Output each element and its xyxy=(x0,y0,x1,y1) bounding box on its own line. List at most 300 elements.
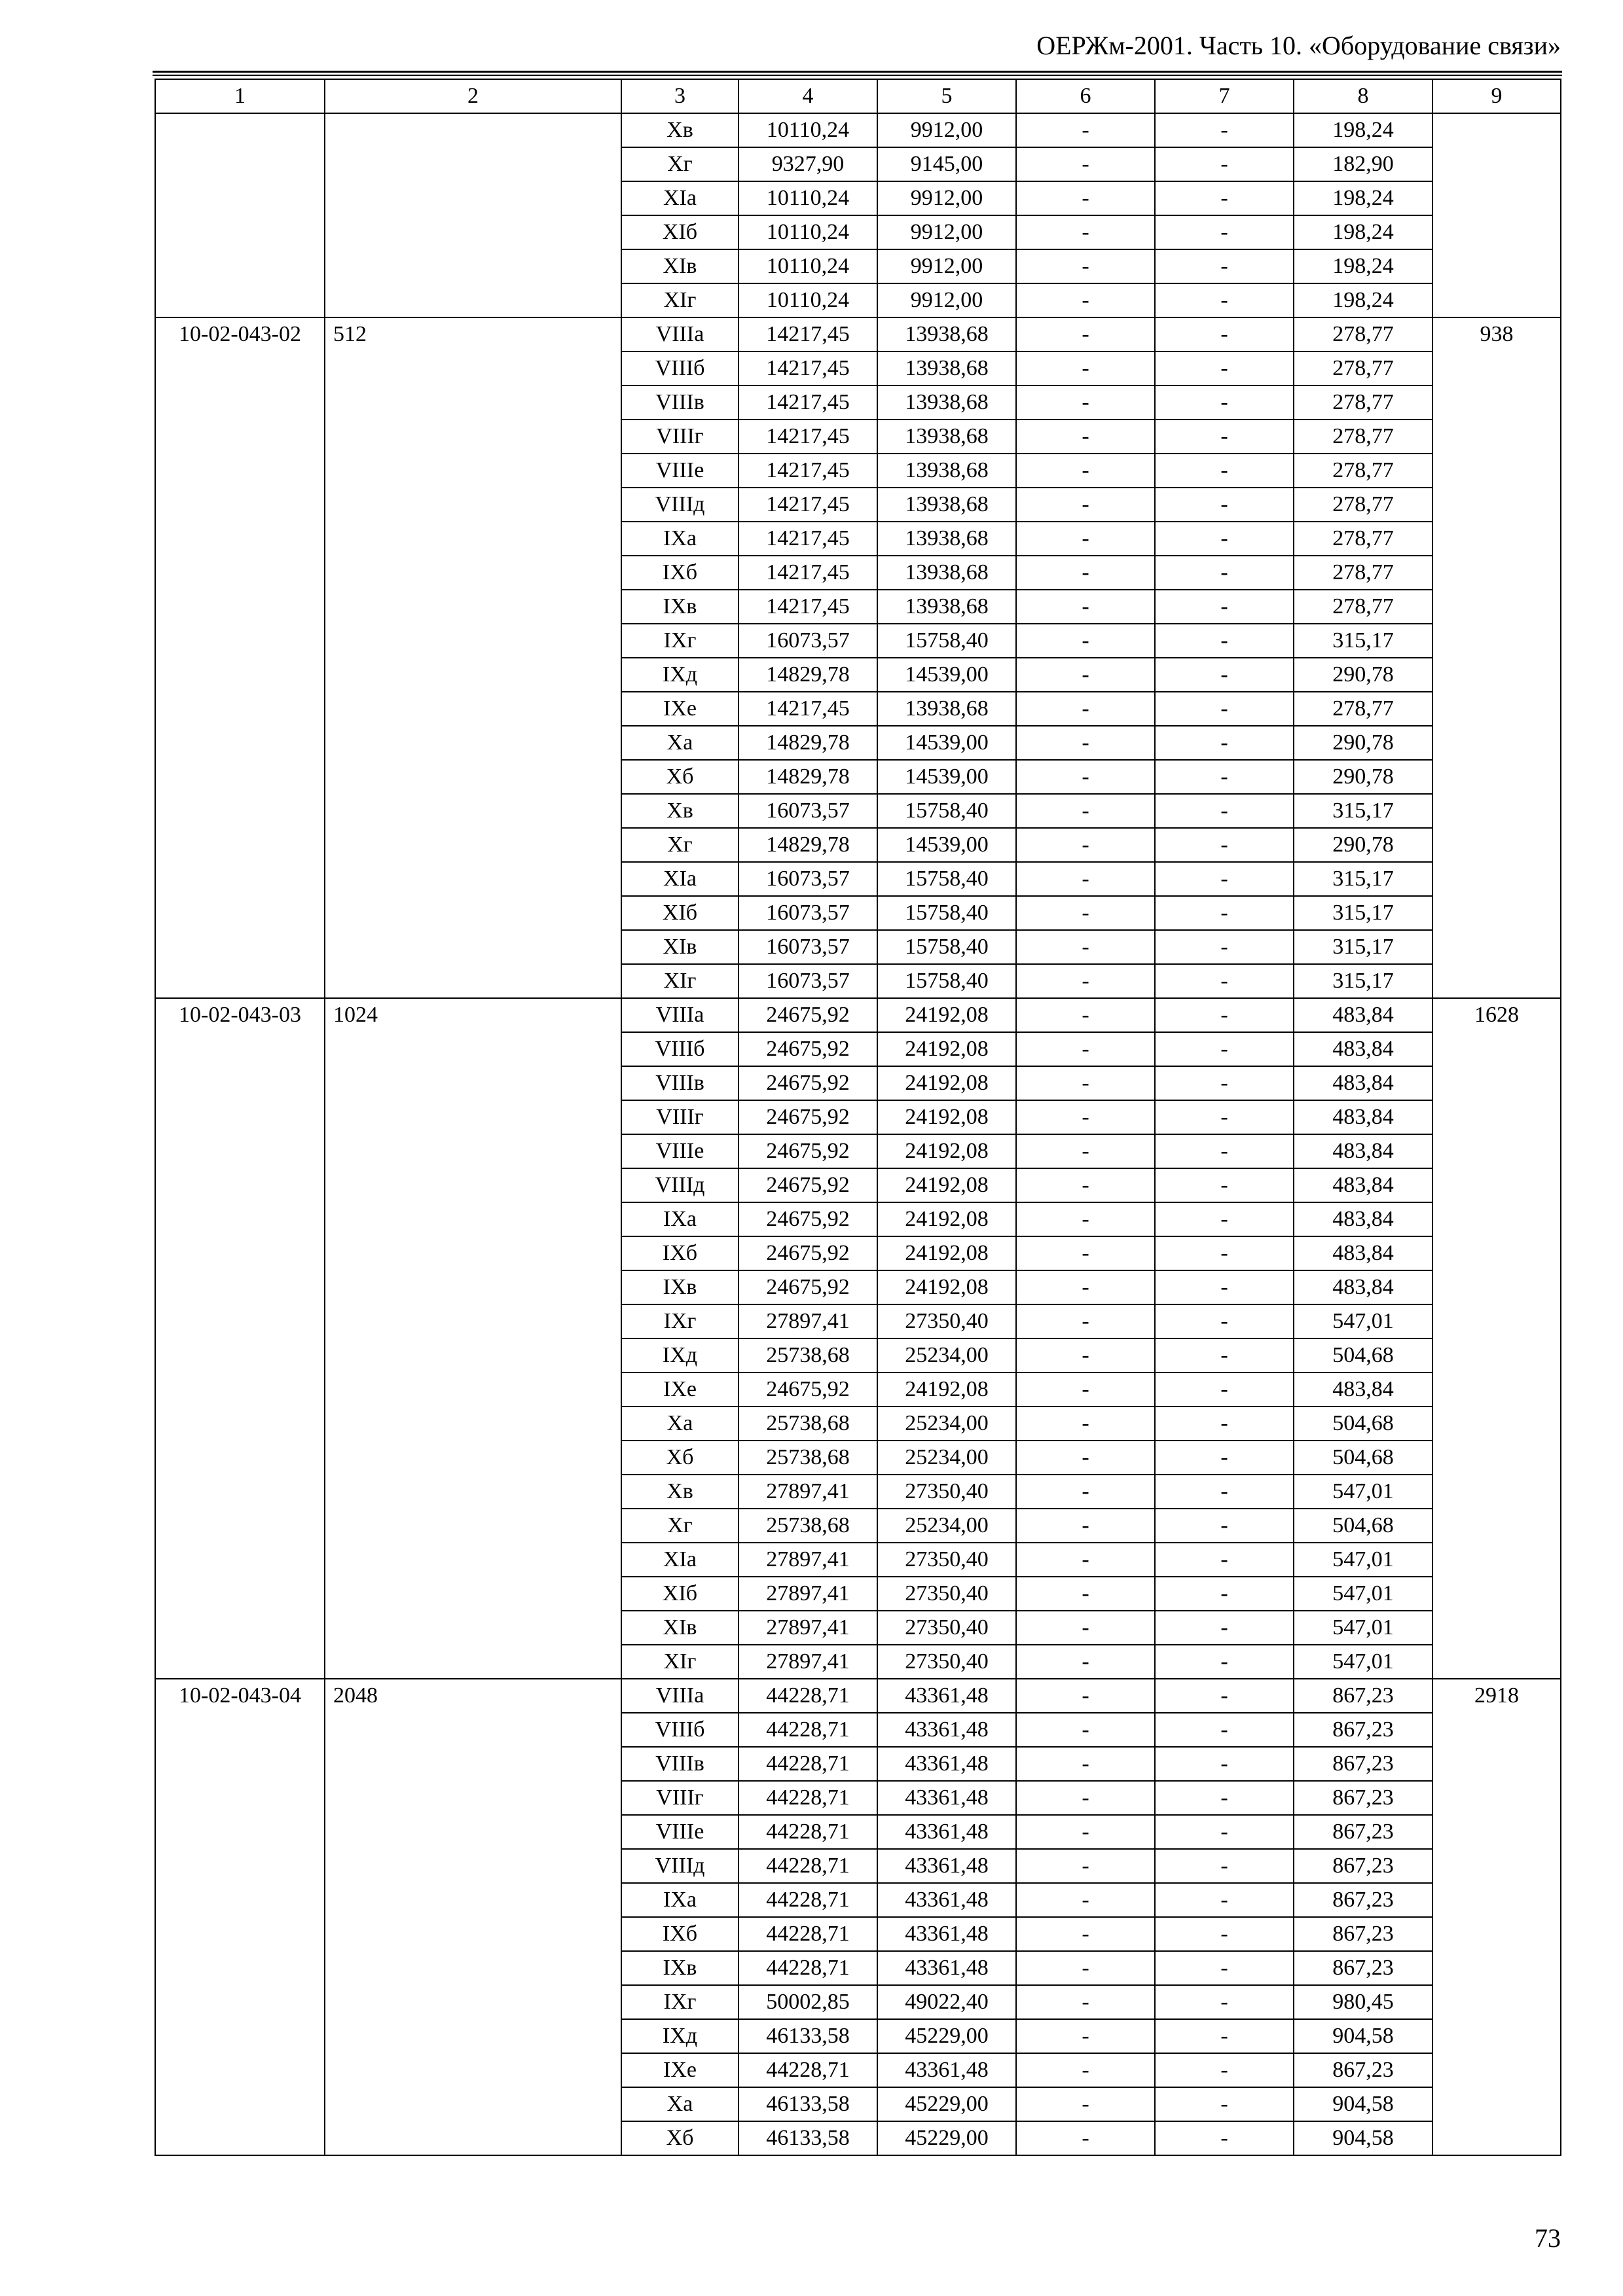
header-rule-thin xyxy=(153,75,1562,76)
materials-cell: 198,24 xyxy=(1294,215,1432,249)
class-cell: XIа xyxy=(621,181,739,215)
total-cost-cell: 50002,85 xyxy=(739,1985,877,2019)
machinist-wages-cell: - xyxy=(1155,896,1294,930)
column-header: 1 xyxy=(155,79,325,113)
total-cost-cell: 24675,92 xyxy=(739,1372,877,1407)
materials-cell: 278,77 xyxy=(1294,454,1432,488)
class-cell: VIIIд xyxy=(621,488,739,522)
wages-cell: 25234,00 xyxy=(877,1338,1016,1372)
machines-cell: - xyxy=(1016,2019,1155,2053)
machines-cell: - xyxy=(1016,488,1155,522)
machinist-wages-cell: - xyxy=(1155,2121,1294,2155)
machinist-wages-cell: - xyxy=(1155,1951,1294,1985)
materials-cell: 198,24 xyxy=(1294,249,1432,283)
machinist-wages-cell: - xyxy=(1155,590,1294,624)
total-cost-cell: 14829,78 xyxy=(739,726,877,760)
wages-cell: 13938,68 xyxy=(877,351,1016,386)
class-cell: VIIIв xyxy=(621,386,739,420)
machines-cell: - xyxy=(1016,828,1155,862)
materials-cell: 483,84 xyxy=(1294,1270,1432,1304)
machines-cell: - xyxy=(1016,215,1155,249)
total-cost-cell: 27897,41 xyxy=(739,1645,877,1679)
machines-cell: - xyxy=(1016,556,1155,590)
wages-cell: 15758,40 xyxy=(877,964,1016,998)
wages-cell: 24192,08 xyxy=(877,1236,1016,1270)
wages-cell: 13938,68 xyxy=(877,590,1016,624)
materials-cell: 315,17 xyxy=(1294,862,1432,896)
machines-cell: - xyxy=(1016,760,1155,794)
machines-cell: - xyxy=(1016,930,1155,964)
machinist-wages-cell: - xyxy=(1155,1066,1294,1100)
wages-cell: 15758,40 xyxy=(877,794,1016,828)
class-cell: IXе xyxy=(621,2053,739,2087)
total-cost-cell: 44228,71 xyxy=(739,1849,877,1883)
wages-cell: 27350,40 xyxy=(877,1577,1016,1611)
total-cost-cell: 24675,92 xyxy=(739,1066,877,1100)
materials-cell: 867,23 xyxy=(1294,1849,1432,1883)
machines-cell: - xyxy=(1016,1032,1155,1066)
total-cost-cell: 24675,92 xyxy=(739,1270,877,1304)
class-cell: XIб xyxy=(621,1577,739,1611)
wages-cell: 45229,00 xyxy=(877,2019,1016,2053)
total-cost-cell: 14217,45 xyxy=(739,556,877,590)
machinist-wages-cell: - xyxy=(1155,181,1294,215)
machinist-wages-cell: - xyxy=(1155,522,1294,556)
machinist-wages-cell: - xyxy=(1155,1611,1294,1645)
total-cost-cell: 10110,24 xyxy=(739,181,877,215)
machines-cell: - xyxy=(1016,1815,1155,1849)
wages-cell: 43361,48 xyxy=(877,2053,1016,2087)
class-cell: IXе xyxy=(621,692,739,726)
class-cell: IXб xyxy=(621,556,739,590)
materials-cell: 315,17 xyxy=(1294,930,1432,964)
machines-cell: - xyxy=(1016,896,1155,930)
total-cost-cell: 24675,92 xyxy=(739,1032,877,1066)
total-cost-cell: 44228,71 xyxy=(739,1713,877,1747)
machines-cell: - xyxy=(1016,113,1155,147)
total-cost-cell: 14829,78 xyxy=(739,658,877,692)
labor-cell: 2918 xyxy=(1432,1679,1561,2155)
materials-cell: 867,23 xyxy=(1294,1713,1432,1747)
table-row xyxy=(155,113,1561,147)
class-cell: XIг xyxy=(621,283,739,317)
class-cell: Xг xyxy=(621,1509,739,1543)
rate-code-cell xyxy=(155,113,325,317)
class-cell: Xа xyxy=(621,2087,739,2121)
machinist-wages-cell: - xyxy=(1155,760,1294,794)
machines-cell: - xyxy=(1016,2121,1155,2155)
wages-cell: 24192,08 xyxy=(877,1270,1016,1304)
wages-cell: 15758,40 xyxy=(877,624,1016,658)
class-cell: XIв xyxy=(621,930,739,964)
class-cell: VIIIе xyxy=(621,1815,739,1849)
wages-cell: 45229,00 xyxy=(877,2121,1016,2155)
machines-cell: - xyxy=(1016,283,1155,317)
machines-cell: - xyxy=(1016,862,1155,896)
machines-cell: - xyxy=(1016,1781,1155,1815)
table-row xyxy=(155,1679,1561,1713)
machines-cell: - xyxy=(1016,351,1155,386)
machines-cell: - xyxy=(1016,420,1155,454)
rate-code-cell: 10-02-043-03 xyxy=(155,998,325,1679)
table-body xyxy=(155,113,1561,2155)
machinist-wages-cell: - xyxy=(1155,2087,1294,2121)
wages-cell: 43361,48 xyxy=(877,1849,1016,1883)
total-cost-cell: 46133,58 xyxy=(739,2121,877,2155)
materials-cell: 278,77 xyxy=(1294,488,1432,522)
machines-cell: - xyxy=(1016,1407,1155,1441)
machines-cell: - xyxy=(1016,1611,1155,1645)
machines-cell: - xyxy=(1016,1679,1155,1713)
machinist-wages-cell: - xyxy=(1155,1407,1294,1441)
machinist-wages-cell: - xyxy=(1155,351,1294,386)
machinist-wages-cell: - xyxy=(1155,1338,1294,1372)
wages-cell: 43361,48 xyxy=(877,1951,1016,1985)
machinist-wages-cell: - xyxy=(1155,1781,1294,1815)
machinist-wages-cell: - xyxy=(1155,624,1294,658)
machines-cell: - xyxy=(1016,1304,1155,1338)
machines-cell: - xyxy=(1016,522,1155,556)
wages-cell: 24192,08 xyxy=(877,1202,1016,1236)
materials-cell: 483,84 xyxy=(1294,1134,1432,1168)
header-rule-thick xyxy=(153,71,1562,73)
machines-cell: - xyxy=(1016,1713,1155,1747)
total-cost-cell: 14217,45 xyxy=(739,488,877,522)
materials-cell: 904,58 xyxy=(1294,2121,1432,2155)
machines-cell: - xyxy=(1016,1270,1155,1304)
machines-cell: - xyxy=(1016,1475,1155,1509)
wages-cell: 13938,68 xyxy=(877,692,1016,726)
class-cell: XIв xyxy=(621,249,739,283)
machines-cell: - xyxy=(1016,386,1155,420)
class-cell: IXв xyxy=(621,590,739,624)
materials-cell: 315,17 xyxy=(1294,794,1432,828)
total-cost-cell: 16073,57 xyxy=(739,862,877,896)
machinist-wages-cell: - xyxy=(1155,1304,1294,1338)
materials-cell: 547,01 xyxy=(1294,1577,1432,1611)
wages-cell: 43361,48 xyxy=(877,1781,1016,1815)
class-cell: IXг xyxy=(621,1985,739,2019)
class-cell: XIа xyxy=(621,862,739,896)
machines-cell: - xyxy=(1016,147,1155,181)
materials-cell: 290,78 xyxy=(1294,828,1432,862)
machinist-wages-cell: - xyxy=(1155,1883,1294,1917)
machinist-wages-cell: - xyxy=(1155,862,1294,896)
machinist-wages-cell: - xyxy=(1155,1713,1294,1747)
total-cost-cell: 24675,92 xyxy=(739,1100,877,1134)
machines-cell: - xyxy=(1016,454,1155,488)
materials-cell: 483,84 xyxy=(1294,1168,1432,1202)
class-cell: XIа xyxy=(621,1543,739,1577)
class-cell: XIг xyxy=(621,1645,739,1679)
class-cell: IXг xyxy=(621,1304,739,1338)
machines-cell: - xyxy=(1016,1645,1155,1679)
machinist-wages-cell: - xyxy=(1155,1577,1294,1611)
column-header: 7 xyxy=(1155,79,1294,113)
machines-cell: - xyxy=(1016,1066,1155,1100)
total-cost-cell: 44228,71 xyxy=(739,2053,877,2087)
machinist-wages-cell: - xyxy=(1155,283,1294,317)
total-cost-cell: 46133,58 xyxy=(739,2019,877,2053)
class-cell: VIIIа xyxy=(621,1679,739,1713)
wages-cell: 14539,00 xyxy=(877,658,1016,692)
class-cell: IXб xyxy=(621,1236,739,1270)
wages-cell: 27350,40 xyxy=(877,1304,1016,1338)
class-cell: VIIIа xyxy=(621,317,739,351)
column-header: 6 xyxy=(1016,79,1155,113)
column-header: 4 xyxy=(739,79,877,113)
machinist-wages-cell: - xyxy=(1155,794,1294,828)
class-cell: XIб xyxy=(621,896,739,930)
total-cost-cell: 10110,24 xyxy=(739,113,877,147)
class-cell: VIIIб xyxy=(621,1032,739,1066)
total-cost-cell: 14217,45 xyxy=(739,317,877,351)
wages-cell: 43361,48 xyxy=(877,1883,1016,1917)
machinist-wages-cell: - xyxy=(1155,1747,1294,1781)
materials-cell: 980,45 xyxy=(1294,1985,1432,2019)
machinist-wages-cell: - xyxy=(1155,1815,1294,1849)
wages-cell: 43361,48 xyxy=(877,1815,1016,1849)
class-cell: IXв xyxy=(621,1951,739,1985)
machinist-wages-cell: - xyxy=(1155,930,1294,964)
total-cost-cell: 14829,78 xyxy=(739,828,877,862)
parameter-cell: 2048 xyxy=(325,1679,621,2155)
machines-cell: - xyxy=(1016,1100,1155,1134)
class-cell: Xб xyxy=(621,2121,739,2155)
total-cost-cell: 16073,57 xyxy=(739,624,877,658)
class-cell: IXг xyxy=(621,624,739,658)
total-cost-cell: 9327,90 xyxy=(739,147,877,181)
class-cell: VIIIд xyxy=(621,1849,739,1883)
class-cell: XIг xyxy=(621,964,739,998)
machines-cell: - xyxy=(1016,2087,1155,2121)
total-cost-cell: 16073,57 xyxy=(739,896,877,930)
materials-cell: 547,01 xyxy=(1294,1543,1432,1577)
total-cost-cell: 14217,45 xyxy=(739,590,877,624)
total-cost-cell: 25738,68 xyxy=(739,1441,877,1475)
machinist-wages-cell: - xyxy=(1155,1270,1294,1304)
materials-cell: 198,24 xyxy=(1294,181,1432,215)
materials-cell: 904,58 xyxy=(1294,2087,1432,2121)
machines-cell: - xyxy=(1016,1951,1155,1985)
total-cost-cell: 44228,71 xyxy=(739,1747,877,1781)
wages-cell: 15758,40 xyxy=(877,930,1016,964)
machinist-wages-cell: - xyxy=(1155,1441,1294,1475)
materials-cell: 867,23 xyxy=(1294,2053,1432,2087)
machines-cell: - xyxy=(1016,249,1155,283)
materials-cell: 867,23 xyxy=(1294,1951,1432,1985)
total-cost-cell: 16073,57 xyxy=(739,794,877,828)
class-cell: VIIIб xyxy=(621,351,739,386)
wages-cell: 25234,00 xyxy=(877,1441,1016,1475)
parameter-cell: 512 xyxy=(325,317,621,998)
machines-cell: - xyxy=(1016,181,1155,215)
wages-cell: 43361,48 xyxy=(877,1917,1016,1951)
wages-cell: 24192,08 xyxy=(877,998,1016,1032)
wages-cell: 27350,40 xyxy=(877,1611,1016,1645)
total-cost-cell: 14217,45 xyxy=(739,420,877,454)
machinist-wages-cell: - xyxy=(1155,215,1294,249)
materials-cell: 278,77 xyxy=(1294,590,1432,624)
materials-cell: 483,84 xyxy=(1294,998,1432,1032)
class-cell: VIIIв xyxy=(621,1747,739,1781)
wages-cell: 9912,00 xyxy=(877,113,1016,147)
machinist-wages-cell: - xyxy=(1155,1032,1294,1066)
class-cell: XIб xyxy=(621,215,739,249)
machinist-wages-cell: - xyxy=(1155,692,1294,726)
total-cost-cell: 44228,71 xyxy=(739,1951,877,1985)
total-cost-cell: 44228,71 xyxy=(739,1815,877,1849)
total-cost-cell: 14217,45 xyxy=(739,351,877,386)
machines-cell: - xyxy=(1016,1543,1155,1577)
wages-cell: 13938,68 xyxy=(877,454,1016,488)
materials-cell: 278,77 xyxy=(1294,317,1432,351)
total-cost-cell: 27897,41 xyxy=(739,1611,877,1645)
class-cell: VIIIг xyxy=(621,1781,739,1815)
page-number: 73 xyxy=(1535,2223,1561,2253)
machines-cell: - xyxy=(1016,1441,1155,1475)
wages-cell: 9912,00 xyxy=(877,181,1016,215)
materials-cell: 278,77 xyxy=(1294,556,1432,590)
total-cost-cell: 14217,45 xyxy=(739,692,877,726)
machines-cell: - xyxy=(1016,658,1155,692)
class-cell: VIIIе xyxy=(621,1134,739,1168)
machinist-wages-cell: - xyxy=(1155,488,1294,522)
machinist-wages-cell: - xyxy=(1155,454,1294,488)
materials-cell: 904,58 xyxy=(1294,2019,1432,2053)
wages-cell: 9912,00 xyxy=(877,283,1016,317)
materials-cell: 483,84 xyxy=(1294,1066,1432,1100)
class-cell: VIIIб xyxy=(621,1713,739,1747)
total-cost-cell: 44228,71 xyxy=(739,1917,877,1951)
total-cost-cell: 24675,92 xyxy=(739,1134,877,1168)
materials-cell: 867,23 xyxy=(1294,1679,1432,1713)
materials-cell: 867,23 xyxy=(1294,1883,1432,1917)
total-cost-cell: 24675,92 xyxy=(739,1236,877,1270)
machines-cell: - xyxy=(1016,1577,1155,1611)
machinist-wages-cell: - xyxy=(1155,1236,1294,1270)
materials-cell: 504,68 xyxy=(1294,1407,1432,1441)
wages-cell: 13938,68 xyxy=(877,386,1016,420)
class-cell: VIIIа xyxy=(621,998,739,1032)
wages-cell: 14539,00 xyxy=(877,828,1016,862)
machinist-wages-cell: - xyxy=(1155,113,1294,147)
parameter-cell: 1024 xyxy=(325,998,621,1679)
rates-table xyxy=(155,79,1561,2156)
class-cell: Xг xyxy=(621,147,739,181)
machines-cell: - xyxy=(1016,1747,1155,1781)
materials-cell: 867,23 xyxy=(1294,1917,1432,1951)
wages-cell: 9912,00 xyxy=(877,215,1016,249)
wages-cell: 43361,48 xyxy=(877,1713,1016,1747)
class-cell: Xв xyxy=(621,1475,739,1509)
machinist-wages-cell: - xyxy=(1155,964,1294,998)
total-cost-cell: 24675,92 xyxy=(739,1168,877,1202)
wages-cell: 13938,68 xyxy=(877,556,1016,590)
class-cell: IXд xyxy=(621,2019,739,2053)
class-cell: VIIIв xyxy=(621,1066,739,1100)
machinist-wages-cell: - xyxy=(1155,317,1294,351)
wages-cell: 24192,08 xyxy=(877,1168,1016,1202)
column-header: 3 xyxy=(621,79,739,113)
machines-cell: - xyxy=(1016,998,1155,1032)
machines-cell: - xyxy=(1016,317,1155,351)
class-cell: VIIIг xyxy=(621,1100,739,1134)
materials-cell: 198,24 xyxy=(1294,113,1432,147)
machines-cell: - xyxy=(1016,1849,1155,1883)
materials-cell: 867,23 xyxy=(1294,1781,1432,1815)
machinist-wages-cell: - xyxy=(1155,1917,1294,1951)
wages-cell: 9145,00 xyxy=(877,147,1016,181)
materials-cell: 547,01 xyxy=(1294,1611,1432,1645)
wages-cell: 45229,00 xyxy=(877,2087,1016,2121)
total-cost-cell: 24675,92 xyxy=(739,998,877,1032)
materials-cell: 278,77 xyxy=(1294,522,1432,556)
class-cell: Xв xyxy=(621,113,739,147)
wages-cell: 27350,40 xyxy=(877,1645,1016,1679)
total-cost-cell: 27897,41 xyxy=(739,1577,877,1611)
total-cost-cell: 24675,92 xyxy=(739,1202,877,1236)
machinist-wages-cell: - xyxy=(1155,1679,1294,1713)
materials-cell: 198,24 xyxy=(1294,283,1432,317)
wages-cell: 24192,08 xyxy=(877,1100,1016,1134)
materials-cell: 278,77 xyxy=(1294,420,1432,454)
class-cell: IXд xyxy=(621,658,739,692)
total-cost-cell: 10110,24 xyxy=(739,215,877,249)
machines-cell: - xyxy=(1016,794,1155,828)
materials-cell: 504,68 xyxy=(1294,1509,1432,1543)
materials-cell: 867,23 xyxy=(1294,1815,1432,1849)
machinist-wages-cell: - xyxy=(1155,249,1294,283)
class-cell: IXб xyxy=(621,1917,739,1951)
materials-cell: 547,01 xyxy=(1294,1304,1432,1338)
wages-cell: 24192,08 xyxy=(877,1032,1016,1066)
table-row xyxy=(155,317,1561,351)
machinist-wages-cell: - xyxy=(1155,2053,1294,2087)
materials-cell: 278,77 xyxy=(1294,351,1432,386)
machinist-wages-cell: - xyxy=(1155,420,1294,454)
total-cost-cell: 16073,57 xyxy=(739,930,877,964)
class-cell: IXа xyxy=(621,1883,739,1917)
machines-cell: - xyxy=(1016,1883,1155,1917)
materials-cell: 315,17 xyxy=(1294,964,1432,998)
wages-cell: 15758,40 xyxy=(877,896,1016,930)
materials-cell: 278,77 xyxy=(1294,386,1432,420)
wages-cell: 25234,00 xyxy=(877,1509,1016,1543)
machines-cell: - xyxy=(1016,590,1155,624)
materials-cell: 182,90 xyxy=(1294,147,1432,181)
machines-cell: - xyxy=(1016,1338,1155,1372)
machines-cell: - xyxy=(1016,1202,1155,1236)
class-cell: VIIIд xyxy=(621,1168,739,1202)
machines-cell: - xyxy=(1016,1917,1155,1951)
materials-cell: 278,77 xyxy=(1294,692,1432,726)
wages-cell: 13938,68 xyxy=(877,420,1016,454)
total-cost-cell: 27897,41 xyxy=(739,1543,877,1577)
class-cell: IXа xyxy=(621,1202,739,1236)
machines-cell: - xyxy=(1016,964,1155,998)
materials-cell: 547,01 xyxy=(1294,1475,1432,1509)
materials-cell: 867,23 xyxy=(1294,1747,1432,1781)
total-cost-cell: 14829,78 xyxy=(739,760,877,794)
total-cost-cell: 14217,45 xyxy=(739,522,877,556)
machines-cell: - xyxy=(1016,1372,1155,1407)
column-header: 5 xyxy=(877,79,1016,113)
total-cost-cell: 10110,24 xyxy=(739,249,877,283)
machinist-wages-cell: - xyxy=(1155,1985,1294,2019)
total-cost-cell: 44228,71 xyxy=(739,1679,877,1713)
machinist-wages-cell: - xyxy=(1155,556,1294,590)
